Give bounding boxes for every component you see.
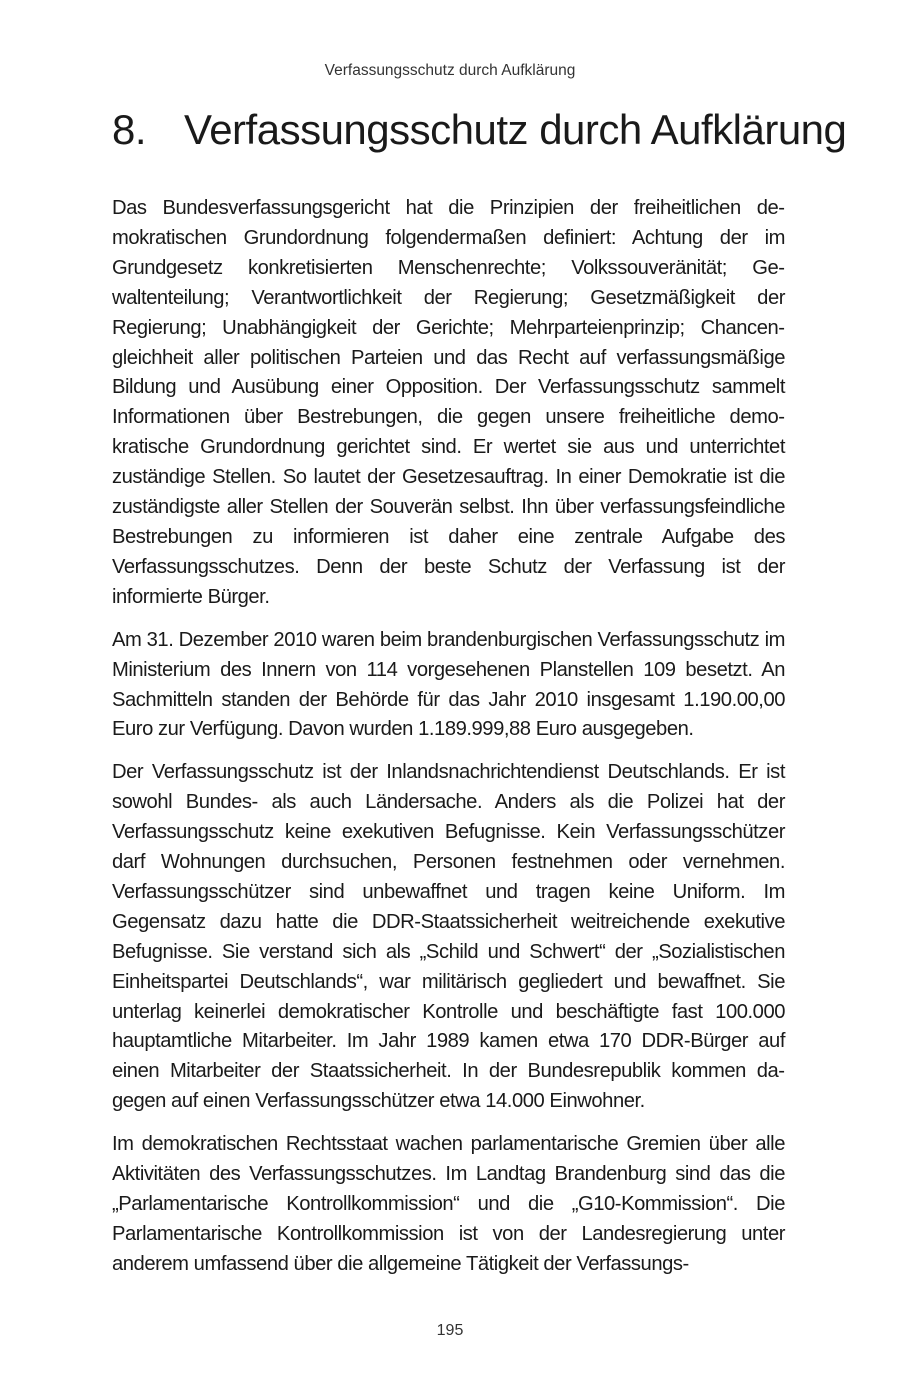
chapter-title: Verfassungsschutz durch Aufklärung: [184, 106, 847, 153]
page-number: 195: [436, 1322, 464, 1339]
chapter-number: 8.: [112, 106, 147, 153]
body-text: [112, 194, 785, 1293]
paragraph: Der Verfassungsschutz ist der Inlandsnachrichtendienst Deutschlands. Er ist sowohl Bundes- als auch Ländersache. Anders als die Polizei hat der Verfassungsschutz keine exekutiven Befugnisse. Kein Verfassungsschützer darf Wohnungen durchsuchen, Personen festnehmen oder vernehmen. Verfassungsschützer sind unbewaffnet und tragen keine Uniform. Im Gegensatz dazu hatte die DDR-Staatssicherheit weitreichende exekutive Befugnisse. Sie verstand sich als „Schild und Schwert“ der „Sozialistischen Einheitspartei Deutschlands“, war militärisch gegliedert und bewaffnet. Sie unterlag keinerlei demokratischer Kontrolle und beschäftigte fast 100.000 hauptamtliche Mitarbeiter. Im Jahr 1989 kamen etwa 170 DDR-Bürger auf einen Mitarbeiter der Staatssicherheit. In der Bundesrepublik kommen dagegen auf einen Verfassungsschützer etwa 14.000 Einwohner.: [112, 761, 785, 1113]
paragraph: Am 31. Dezember 2010 waren beim brandenburgischen Verfassungsschutz im Ministerium des Innern von 114 vorgesehenen Planstellen 109 besetzt. An Sachmitteln standen der Behörde für das Jahr 2010 insgesamt 1.190.00,00 Euro zur Verfügung. Davon wurden 1.189.999,88 Euro ausgegeben.: [112, 628, 785, 741]
chapter-heading: [112, 104, 847, 156]
paragraph: Das Bundesverfassungsgericht hat die Prinzipien der freiheitlichen demokratischen Grundordnung folgendermaßen definiert: Achtung der im Grundgesetz konkretisierten Menschenrechte; Volkssouveränität; Gewaltenteilung; Verantwortlichkeit der Regierung; Gesetzmäßigkeit der Regierung; Unabhängigkeit der Gerichte; Mehrparteienprinzip; Chancengleichheit aller politischen Parteien und das Recht auf verfassungsmäßige Bildung und Ausübung einer Opposition. Der Verfassungsschutz sammelt Informationen über Bestrebungen, die gegen unsere freiheitliche demokratische Grundordnung gerichtet sind. Er wertet sie aus und unterrichtet zuständige Stellen. So lautet der Gesetzesauftrag. In einer Demokratie ist die zuständigste aller Stellen der Souverän selbst. Ihn über verfassungsfeindliche Bestrebungen zu informieren ist daher eine zentrale Aufgabe des Verfassungsschutzes. Denn der beste Schutz der Verfassung ist der informierte Bürger.: [112, 197, 785, 608]
running-header: Verfassungsschutz durch Aufklärung: [324, 62, 576, 79]
paragraph: Im demokratischen Rechtsstaat wachen parlamentarische Gremien über alle Aktivitäten des Verfassungsschutzes. Im Landtag Brandenburg sind das die „Parlamentarische Kontrollkommission“ und die „G10-Kommission“. Die Parlamentarische Kontrollkommission ist von der Landesregierung unter anderem umfassend über die allgemeine Tätigkeit der Verfassungs-: [112, 1133, 785, 1275]
